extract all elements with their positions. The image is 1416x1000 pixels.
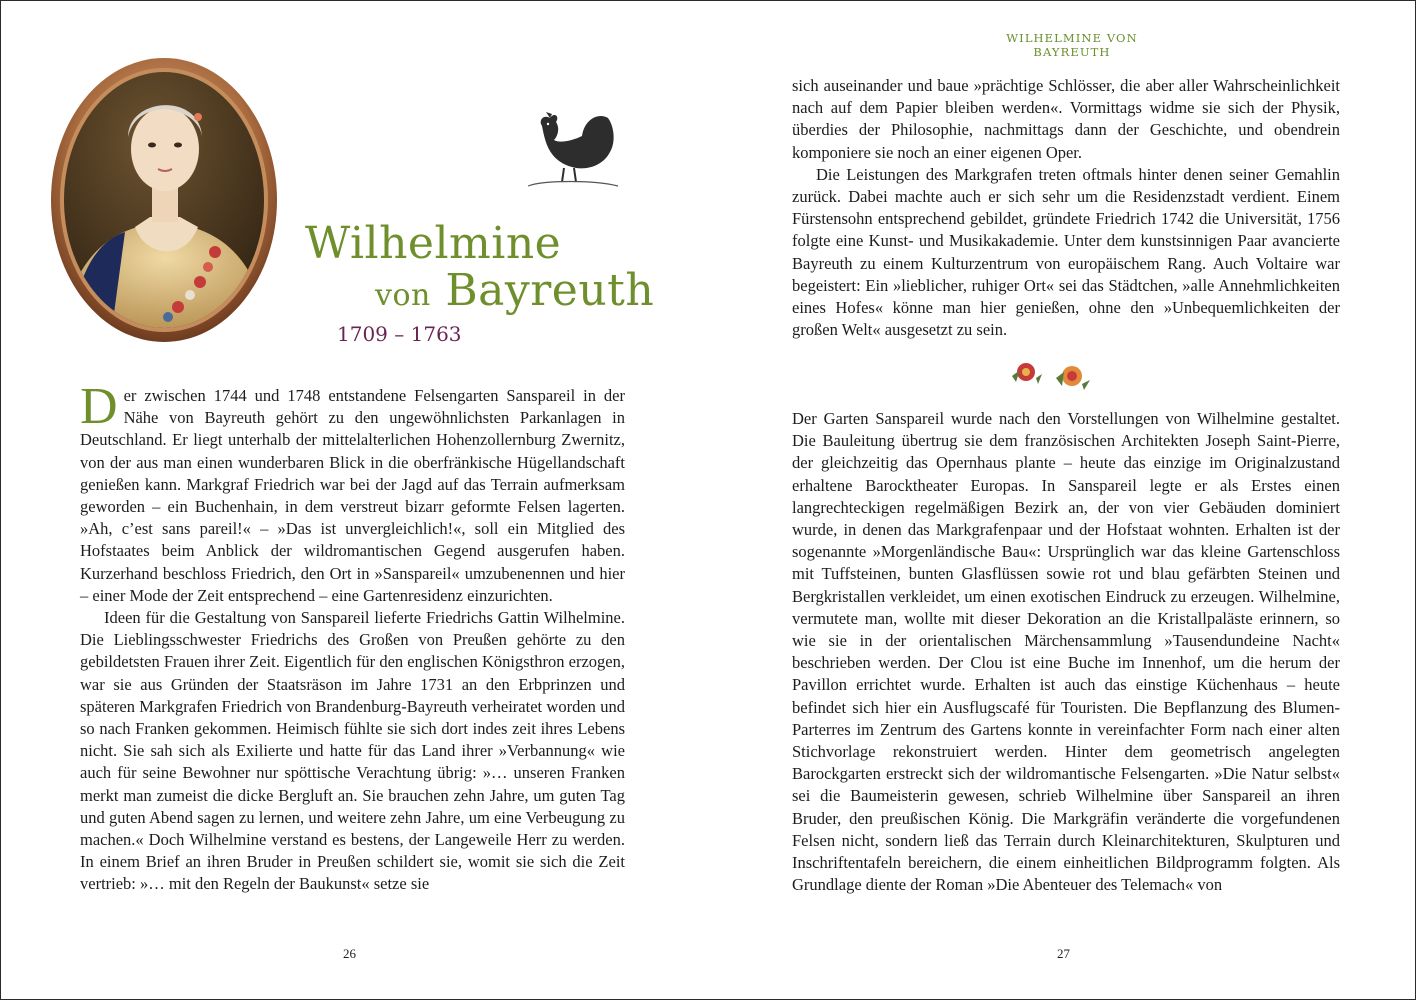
left-paragraph-1 [80,378,625,607]
chapter-title-line2 [375,265,654,316]
page-number-right: 27 [1057,946,1070,961]
life-dates: 1709 – 1763 [337,322,462,346]
left-body-text [80,378,625,896]
rooster-icon [524,106,622,190]
right-paragraph-1: sich auseinander und baue »prächtige Schlösser, die aber aller Wahrscheinlichkeit nach auf dem Papier bleiben werden«. Vormittags widme sie sich der Physik, überdies der Philosophie, nachmittags dann der Geschichte, und obendrein komponiere sie noch an einer eigenen Oper. [792,76,1340,162]
left-paragraph-2: Ideen für die Gestaltung von Sanspareil lieferte Friedrichs Gattin Wilhelmine. Die Lieblingsschwester Friedrichs des Großen von Preußen gehörte zu den gebildetsten Frauen ihrer Zeit. Eigentlich für den englischen Königsthron erzogen, war sie aus Gründen der Staatsräson im Jahre 1731 an den Erbprinzen und späteren Markgrafen Friedrich von Brandenburg-Bayreuth verheiratet worden und so nach Franken gekommen. Heimisch fühlte sie sich dort indes zeit ihres Lebens nicht. Sie sah sich als Exilierte und hatte für das Land ihrer »Verbannung« wie auch für seine Bewohner nur spöttische Verachtung übrig: »… unseren Franken merkt man zumeist die dicke Bergluft an. Sie brauchen zehn Jahre, um guten Tag und guten Abend sagen zu lernen, und weitere zehn Jahre, um eine Verbeugung zu machen.« Doch Wilhelmine verstand es bestens, der Langeweile Herr zu werden. In einem Brief an ihren Bruder in Preußen schildert sie, womit sie sich die Zeit vertrieb: »… mit den Regeln der Baukunst« setze sie [80,608,625,894]
right-body-text-bottom [792,408,1340,896]
flower-ornament-icon [1006,352,1100,394]
running-head: WILHELMINE VON BAYREUTH [1006,31,1138,59]
right-paragraph-3: Der Garten Sanspareil wurde nach den Vorstellungen von Wilhelmine gestaltet. Die Bauleitung übertrug sie dem französischen Architekten Joseph Saint-Pierre, der gleichzeitig das Opernhaus plante – heute das einzige im Originalzustand erhaltene Barocktheater Europas. In Sanspareil legte er als Erstes einen langrechteckigen regelmäßigen Bezirk an, der von vier Gebäuden dominiert wurde, in denen das Markgrafenpaar und der Hofstaat wohnten. Erhalten ist der sogenannte »Morgenländische Bau«: Ursprünglich war das kleine Gartenschloss mit Tuffsteinen, bunten Glasflüssen sowie rot und blau gefärbten Steinen und Bergkristallen verkleidet, um einen exotischen Eindruck zu erzeugen. Wilhelmine, vermutete man, wollte mit dieser Dekoration an die Kristallpaläste erinnern, so wie sie in der orientalischen Märchensammlung »Tausendundeine Nacht« beschrieben werden. Der Clou ist eine Buche im Innenhof, um die herum der Pavillon errichtet wurde. Erhalten ist auch das einstige Küchenhaus – heute befindet sich hier ein Ausflugscafé für Touristen. Die Bepflanzung des Blumen-Parterres im Zentrum des Gartens konnte in vereinfachter Form nach einer alten Stichvorlage rekonstruiert werden. Hinter dem geometrisch angelegten Barockgarten erstreckt sich der wildromantische Felsengarten. »Die Natur selbst« sei die Baumeisterin gewesen, schrieb Wilhelmine über Sanspareil an ihren Bruder, den preußischen König. Die Markgräfin veränderte die vorgefundenen Felsen nicht, sondern ließ das Terrain durch Kleinarchitekturen, Skulpturen und Inschriftentafeln bereichern, die einem einheitlichen Bildprogramm folgten. Als Grundlage diente der Roman »Die Abenteuer des Telemach« von [792,409,1340,895]
right-body-text-top [792,75,1340,341]
page-number-left: 26 [343,946,356,961]
drop-cap: D [80,378,118,435]
right-paragraph-2: Die Leistungen des Markgrafen treten oftmals hinter denen seiner Gemahlin zurück. Dabei machte auch er sich sehr um die Residenzstadt verdient. Einem Fürstensohn entsprechend gebildet, gründete Friedrich 1742 die Universität, 1756 folgte eine Kunst- und Musikakademie. Unter dem kunstsinnigen Paar avancierte Bayreuth zu einem Kulturzentrum von europäischem Rang. Auch Voltaire war begeistert: Ein »lieblicher, ruhiger Ort« sei das Städtchen, »alle Annehmlichkeiten eines Hofes« könne man hier genießen, ohne den »Unbequemlichkeiten der großen Welt« ausgesetzt zu sein. [792,164,1340,340]
title-von: von [375,278,431,313]
portrait-image [50,57,278,343]
title-bayreuth: Bayreuth [445,265,655,316]
chapter-title-line1: Wilhelmine [305,218,562,269]
right-page [708,0,1416,1000]
left-paragraph-1-text: er zwischen 1744 und 1748 entstandene Felsengarten Sanspareil in der Nähe von Bayreuth gehört zu den ungewöhnlichsten Parkanlagen in Deutschland. Er liegt unterhalb der mittelalterlichen Hohenzollernburg Zwernitz, von der aus man einen wunderbaren Blick in die oberfränkische Hügellandschaft genießen kann. Markgraf Friedrich war bei der Jagd auf das Terrain aufmerksam geworden – ein Buchenhain, in dem verstreut bizarr geformte Felsen lagerten. »Ah, c’est sans pareil!« – »Das ist unvergleichlich!«, soll ein Mitglied des Hofstaates beim Anblick der wildromantischen Gegend ausgerufen haben. Kurzerhand beschloss Friedrich, den Ort in »Sanspareil« umzubenennen und hier – einer Mode der Zeit entsprechend – eine Gartenresidenz einzurichten. [80,386,625,605]
